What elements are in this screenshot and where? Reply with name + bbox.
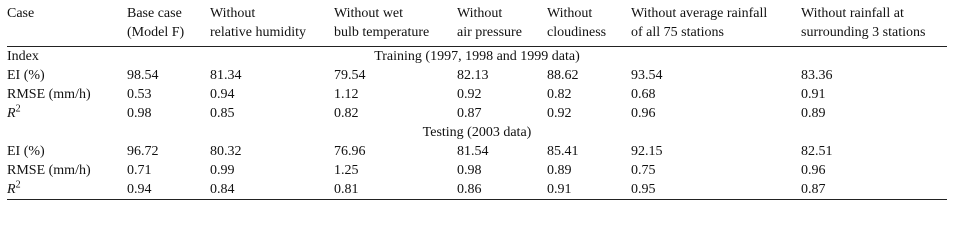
- table-cell: 0.71: [127, 163, 152, 178]
- row-label: $R^2$: [7, 103, 21, 121]
- header-case: Case: [7, 6, 35, 21]
- table-cell: 98.54: [127, 68, 159, 83]
- results-table-container: [7, 3, 947, 200]
- header-without-relative-humidity: Without relative humidity: [210, 6, 307, 40]
- table-cell: 82.13: [457, 68, 489, 83]
- table-cell: 0.68: [631, 87, 656, 102]
- table-cell: 0.82: [334, 106, 359, 121]
- table-cell: 88.62: [547, 68, 579, 83]
- table-cell: 1.25: [334, 163, 359, 178]
- table-cell: 0.95: [631, 182, 656, 197]
- table-row: [7, 180, 947, 200]
- table-cell: 0.96: [631, 106, 656, 121]
- header-without-wet-bulb-temperature: Without wet bulb temperature: [334, 6, 430, 40]
- table-row: [7, 66, 947, 85]
- section-title-training: Training (1997, 1998 and 1999 data): [374, 49, 580, 64]
- row-label: RMSE (mm/h): [7, 87, 91, 102]
- table-row: [7, 85, 947, 104]
- table-cell: 76.96: [334, 144, 366, 159]
- section-title-testing: Testing (2003 data): [422, 125, 532, 140]
- header-base-case: Base case (Model F): [127, 6, 185, 40]
- table-cell: 81.34: [210, 68, 242, 83]
- table-cell: 0.94: [127, 182, 152, 197]
- table-cell: 0.91: [547, 182, 572, 197]
- table-cell: 1.12: [334, 87, 359, 102]
- row-label: RMSE (mm/h): [7, 163, 91, 178]
- table-cell: 0.98: [457, 163, 482, 178]
- table-row: [7, 161, 947, 180]
- row-label: $R^2$: [7, 179, 21, 197]
- table-row: [7, 142, 947, 161]
- table-cell: 80.32: [210, 144, 242, 159]
- table-cell: 82.51: [801, 144, 833, 159]
- section-cell: [7, 47, 947, 67]
- table-cell: 0.85: [210, 106, 235, 121]
- table-row: [7, 104, 947, 123]
- row-label: EI (%): [7, 68, 45, 83]
- table-cell: 81.54: [457, 144, 489, 159]
- table-cell: 0.92: [457, 87, 482, 102]
- table-cell: 79.54: [334, 68, 366, 83]
- header-without-surrounding-rainfall: Without rainfall at surrounding 3 stations: [801, 6, 926, 40]
- header-without-cloudiness: Without cloudiness: [547, 6, 607, 40]
- table-cell: 0.92: [547, 106, 572, 121]
- table-cell: 0.75: [631, 163, 656, 178]
- table-cell: 0.87: [801, 182, 826, 197]
- table-cell: 0.91: [801, 87, 826, 102]
- table-cell: 0.94: [210, 87, 235, 102]
- header-row: [7, 3, 947, 47]
- results-table: [7, 3, 947, 200]
- table-cell: 0.98: [127, 106, 152, 121]
- index-label: Index: [7, 49, 39, 64]
- table-cell: 93.54: [631, 68, 663, 83]
- table-cell: 92.15: [631, 144, 663, 159]
- table-cell: 0.99: [210, 163, 235, 178]
- table-cell: 0.81: [334, 182, 359, 197]
- table-cell: 0.89: [547, 163, 572, 178]
- table-cell: 83.36: [801, 68, 833, 83]
- table-cell: 0.87: [457, 106, 482, 121]
- row-label: EI (%): [7, 144, 45, 159]
- table-cell: 0.84: [210, 182, 235, 197]
- header-without-average-rainfall: Without average rainfall of all 75 stations: [631, 6, 768, 40]
- table-cell: 85.41: [547, 144, 579, 159]
- table-cell: 0.86: [457, 182, 482, 197]
- section-row-training: [7, 47, 947, 67]
- table-cell: 0.82: [547, 87, 572, 102]
- section-row-testing: [7, 123, 947, 142]
- table-cell: 96.72: [127, 144, 159, 159]
- table-cell: 0.96: [801, 163, 826, 178]
- table-body: [7, 47, 947, 200]
- table-cell: 0.89: [801, 106, 826, 121]
- header-without-air-pressure: Without air pressure: [457, 6, 522, 40]
- table-cell: 0.53: [127, 87, 152, 102]
